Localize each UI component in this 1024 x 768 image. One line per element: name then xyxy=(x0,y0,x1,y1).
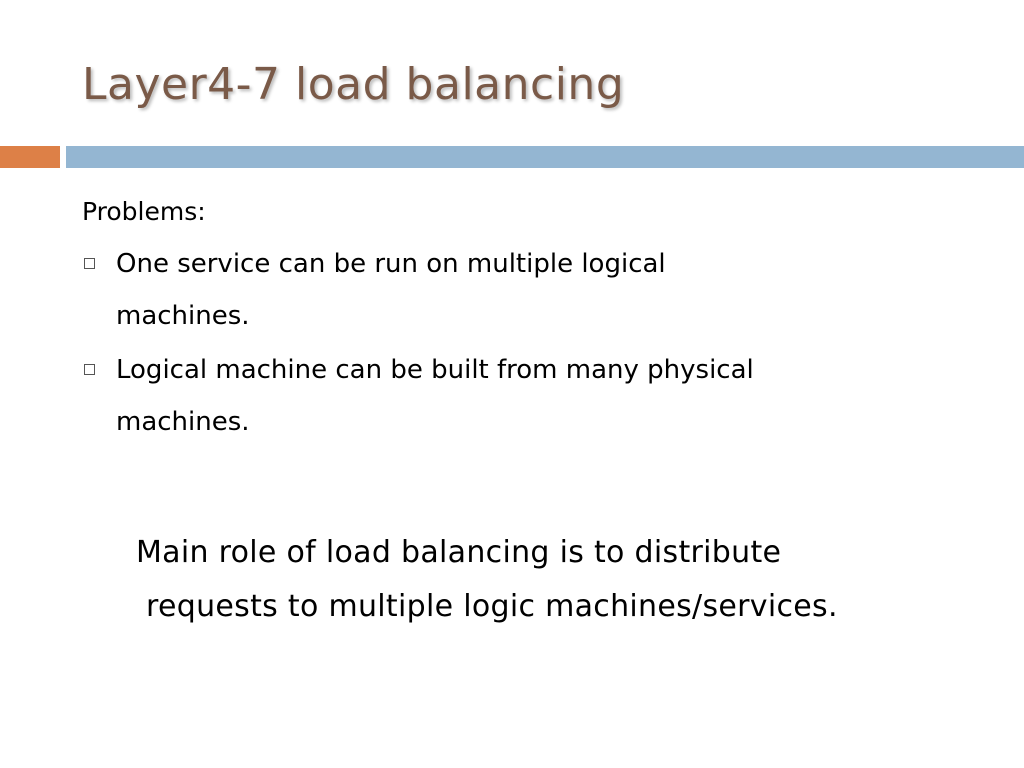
problems-label: Problems: xyxy=(82,197,206,226)
slide-title: Layer4-7 load balancing xyxy=(82,59,625,110)
square-bullet-icon xyxy=(84,364,95,375)
bullet-text-line: machines. xyxy=(116,301,250,331)
square-bullet-icon xyxy=(84,258,95,269)
summary-line: requests to multiple logic machines/services. xyxy=(146,589,838,624)
bullet-item xyxy=(82,238,982,342)
bullet-text-line: Logical machine can be built from many physical xyxy=(116,355,754,385)
bullet-text-line: machines. xyxy=(116,407,250,437)
title-accent-bar xyxy=(0,146,60,168)
slide-body xyxy=(82,192,982,450)
bullet-item xyxy=(82,344,982,448)
summary-statement xyxy=(120,526,940,634)
title-underline-bar xyxy=(66,146,1024,168)
bullet-text-line: One service can be run on multiple logical xyxy=(116,249,666,279)
summary-line: Main role of load balancing is to distribute xyxy=(136,535,782,570)
